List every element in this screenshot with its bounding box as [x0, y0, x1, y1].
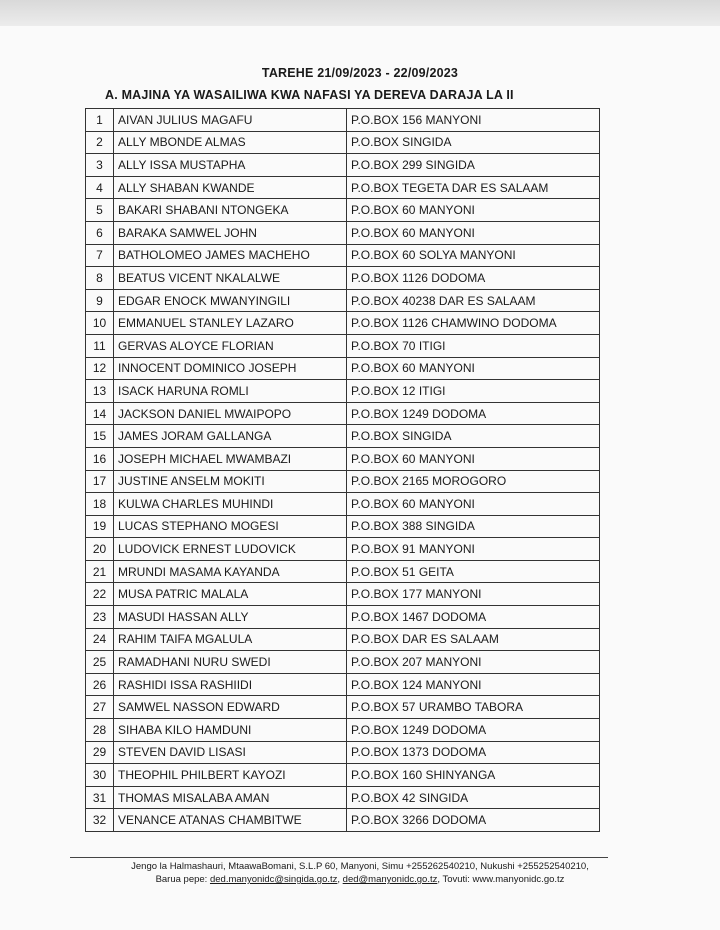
table-row	[86, 470, 600, 493]
candidate-name: ALLY MBONDE ALMAS	[114, 131, 347, 154]
footer-contact-line	[0, 874, 720, 885]
row-number: 11	[86, 334, 114, 357]
table-row	[86, 628, 600, 651]
candidate-address: P.O.BOX 51 GEITA	[347, 560, 600, 583]
table-row	[86, 109, 600, 132]
candidate-name: SIHABA KILO HAMDUNI	[114, 719, 347, 742]
row-number: 22	[86, 583, 114, 606]
table-row	[86, 560, 600, 583]
footer-separator: ,	[337, 874, 343, 885]
table-row	[86, 244, 600, 267]
row-number: 26	[86, 673, 114, 696]
row-number: 6	[86, 221, 114, 244]
candidate-name: EMMANUEL STANLEY LAZARO	[114, 312, 347, 335]
candidate-address: P.O.BOX 60 MANYONI	[347, 221, 600, 244]
row-number: 4	[86, 176, 114, 199]
table-row	[86, 719, 600, 742]
table-row	[86, 221, 600, 244]
candidate-name: RAHIM TAIFA MGALULA	[114, 628, 347, 651]
row-number: 24	[86, 628, 114, 651]
footer-email-link-2[interactable]: ded@manyonidc.go.tz	[342, 874, 438, 885]
candidate-address: P.O.BOX TEGETA DAR ES SALAAM	[347, 176, 600, 199]
table-row	[86, 154, 600, 177]
row-number: 12	[86, 357, 114, 380]
table-row	[86, 515, 600, 538]
candidate-address: P.O.BOX 12 ITIGI	[347, 380, 600, 403]
candidate-name: EDGAR ENOCK MWANYINGILI	[114, 289, 347, 312]
table-row	[86, 786, 600, 809]
row-number: 29	[86, 741, 114, 764]
candidate-address: P.O.BOX 1467 DODOMA	[347, 606, 600, 629]
candidate-name: THEOPHIL PHILBERT KAYOZI	[114, 764, 347, 787]
row-number: 17	[86, 470, 114, 493]
table-row	[86, 447, 600, 470]
candidate-address: P.O.BOX 60 MANYONI	[347, 447, 600, 470]
row-number: 21	[86, 560, 114, 583]
candidate-address: P.O.BOX 299 SINGIDA	[347, 154, 600, 177]
row-number: 1	[86, 109, 114, 132]
candidate-address: P.O.BOX 1249 DODOMA	[347, 402, 600, 425]
footer-address-line: Jengo la Halmashauri, MtaawaBomani, S.L.P 60, Manyoni, Simu +255262540210, Nukushi +255252540210,	[131, 861, 589, 872]
candidate-address: P.O.BOX 40238 DAR ES SALAAM	[347, 289, 600, 312]
candidate-name: LUDOVICK ERNEST LUDOVICK	[114, 538, 347, 561]
candidate-address: P.O.BOX 156 MANYONI	[347, 109, 600, 132]
candidate-name: BEATUS VICENT NKALALWE	[114, 267, 347, 290]
candidate-address: P.O.BOX SINGIDA	[347, 425, 600, 448]
table-row	[86, 696, 600, 719]
scan-top-edge	[0, 0, 720, 26]
section-title: A. MAJINA YA WASAILIWA KWA NAFASI YA DEREVA DARAJA LA II	[105, 88, 514, 102]
candidate-address: P.O.BOX 60 MANYONI	[347, 199, 600, 222]
row-number: 19	[86, 515, 114, 538]
row-number: 8	[86, 267, 114, 290]
candidate-address: P.O.BOX 177 MANYONI	[347, 583, 600, 606]
table-row	[86, 651, 600, 674]
candidate-address: P.O.BOX 91 MANYONI	[347, 538, 600, 561]
candidates-table	[85, 108, 600, 832]
candidate-name: JAMES JORAM GALLANGA	[114, 425, 347, 448]
candidate-address: P.O.BOX 388 SINGIDA	[347, 515, 600, 538]
table-row	[86, 380, 600, 403]
footer-email-link-1[interactable]: ded.manyonidc@singida.go.tz	[209, 874, 338, 885]
candidate-name: KULWA CHARLES MUHINDI	[114, 493, 347, 516]
row-number: 10	[86, 312, 114, 335]
row-number: 15	[86, 425, 114, 448]
row-number: 28	[86, 719, 114, 742]
candidate-name: SAMWEL NASSON EDWARD	[114, 696, 347, 719]
table-row	[86, 289, 600, 312]
candidate-address: P.O.BOX 2165 MOROGORO	[347, 470, 600, 493]
candidate-address: P.O.BOX 1249 DODOMA	[347, 719, 600, 742]
candidate-name: LUCAS STEPHANO MOGESI	[114, 515, 347, 538]
table-row	[86, 131, 600, 154]
candidate-name: MRUNDI MASAMA KAYANDA	[114, 560, 347, 583]
candidate-name: VENANCE ATANAS CHAMBITWE	[114, 809, 347, 832]
table-row	[86, 809, 600, 832]
candidate-name: BAKARI SHABANI NTONGEKA	[114, 199, 347, 222]
candidate-name: GERVAS ALOYCE FLORIAN	[114, 334, 347, 357]
candidate-name: BATHOLOMEO JAMES MACHEHO	[114, 244, 347, 267]
candidate-address: P.O.BOX 1373 DODOMA	[347, 741, 600, 764]
footer-email-label: Barua pepe:	[155, 874, 210, 885]
row-number: 20	[86, 538, 114, 561]
candidate-address: P.O.BOX 42 SINGIDA	[347, 786, 600, 809]
row-number: 2	[86, 131, 114, 154]
candidate-address: P.O.BOX 3266 DODOMA	[347, 809, 600, 832]
candidate-address: P.O.BOX 60 MANYONI	[347, 493, 600, 516]
candidate-address: P.O.BOX SINGIDA	[347, 131, 600, 154]
candidate-name: ALLY ISSA MUSTAPHA	[114, 154, 347, 177]
candidate-name: ISACK HARUNA ROMLI	[114, 380, 347, 403]
candidate-address: P.O.BOX 1126 DODOMA	[347, 267, 600, 290]
table-row	[86, 538, 600, 561]
candidate-address: P.O.BOX 1126 CHAMWINO DODOMA	[347, 312, 600, 335]
row-number: 25	[86, 651, 114, 674]
candidate-name: INNOCENT DOMINICO JOSEPH	[114, 357, 347, 380]
candidate-address: P.O.BOX 60 MANYONI	[347, 357, 600, 380]
row-number: 18	[86, 493, 114, 516]
candidate-address: P.O.BOX 57 URAMBO TABORA	[347, 696, 600, 719]
table-row	[86, 334, 600, 357]
table-row	[86, 583, 600, 606]
candidate-name: RASHIDI ISSA RASHIIDI	[114, 673, 347, 696]
row-number: 13	[86, 380, 114, 403]
table-row	[86, 199, 600, 222]
candidate-name: JUSTINE ANSELM MOKITI	[114, 470, 347, 493]
candidate-name: RAMADHANI NURU SWEDI	[114, 651, 347, 674]
table-row	[86, 741, 600, 764]
candidate-name: THOMAS MISALABA AMAN	[114, 786, 347, 809]
candidates-table-body	[86, 109, 600, 832]
row-number: 16	[86, 447, 114, 470]
candidate-name: MASUDI HASSAN ALLY	[114, 606, 347, 629]
candidate-name: ALLY SHABAN KWANDE	[114, 176, 347, 199]
table-row	[86, 673, 600, 696]
table-row	[86, 267, 600, 290]
candidate-address: P.O.BOX DAR ES SALAAM	[347, 628, 600, 651]
table-row	[86, 402, 600, 425]
table-row	[86, 357, 600, 380]
table-row	[86, 606, 600, 629]
table-row	[86, 312, 600, 335]
row-number: 31	[86, 786, 114, 809]
candidate-address: P.O.BOX 124 MANYONI	[347, 673, 600, 696]
footer-website: , Tovuti: www.manyonidc.go.tz	[437, 874, 565, 885]
date-line: TAREHE 21/09/2023 - 22/09/2023	[261, 66, 459, 80]
candidate-name: AIVAN JULIUS MAGAFU	[114, 109, 347, 132]
candidate-name: JOSEPH MICHAEL MWAMBAZI	[114, 447, 347, 470]
row-number: 3	[86, 154, 114, 177]
candidate-address: P.O.BOX 160 SHINYANGA	[347, 764, 600, 787]
row-number: 30	[86, 764, 114, 787]
row-number: 27	[86, 696, 114, 719]
candidate-name: JACKSON DANIEL MWAIPOPO	[114, 402, 347, 425]
footer-divider	[70, 857, 608, 858]
row-number: 14	[86, 402, 114, 425]
table-row	[86, 764, 600, 787]
candidate-name: MUSA PATRIC MALALA	[114, 583, 347, 606]
candidate-address: P.O.BOX 70 ITIGI	[347, 334, 600, 357]
table-row	[86, 493, 600, 516]
table-row	[86, 425, 600, 448]
candidate-address: P.O.BOX 207 MANYONI	[347, 651, 600, 674]
table-row	[86, 176, 600, 199]
candidate-address: P.O.BOX 60 SOLYA MANYONI	[347, 244, 600, 267]
row-number: 7	[86, 244, 114, 267]
candidate-name: BARAKA SAMWEL JOHN	[114, 221, 347, 244]
row-number: 9	[86, 289, 114, 312]
candidate-name: STEVEN DAVID LISASI	[114, 741, 347, 764]
row-number: 32	[86, 809, 114, 832]
row-number: 5	[86, 199, 114, 222]
row-number: 23	[86, 606, 114, 629]
